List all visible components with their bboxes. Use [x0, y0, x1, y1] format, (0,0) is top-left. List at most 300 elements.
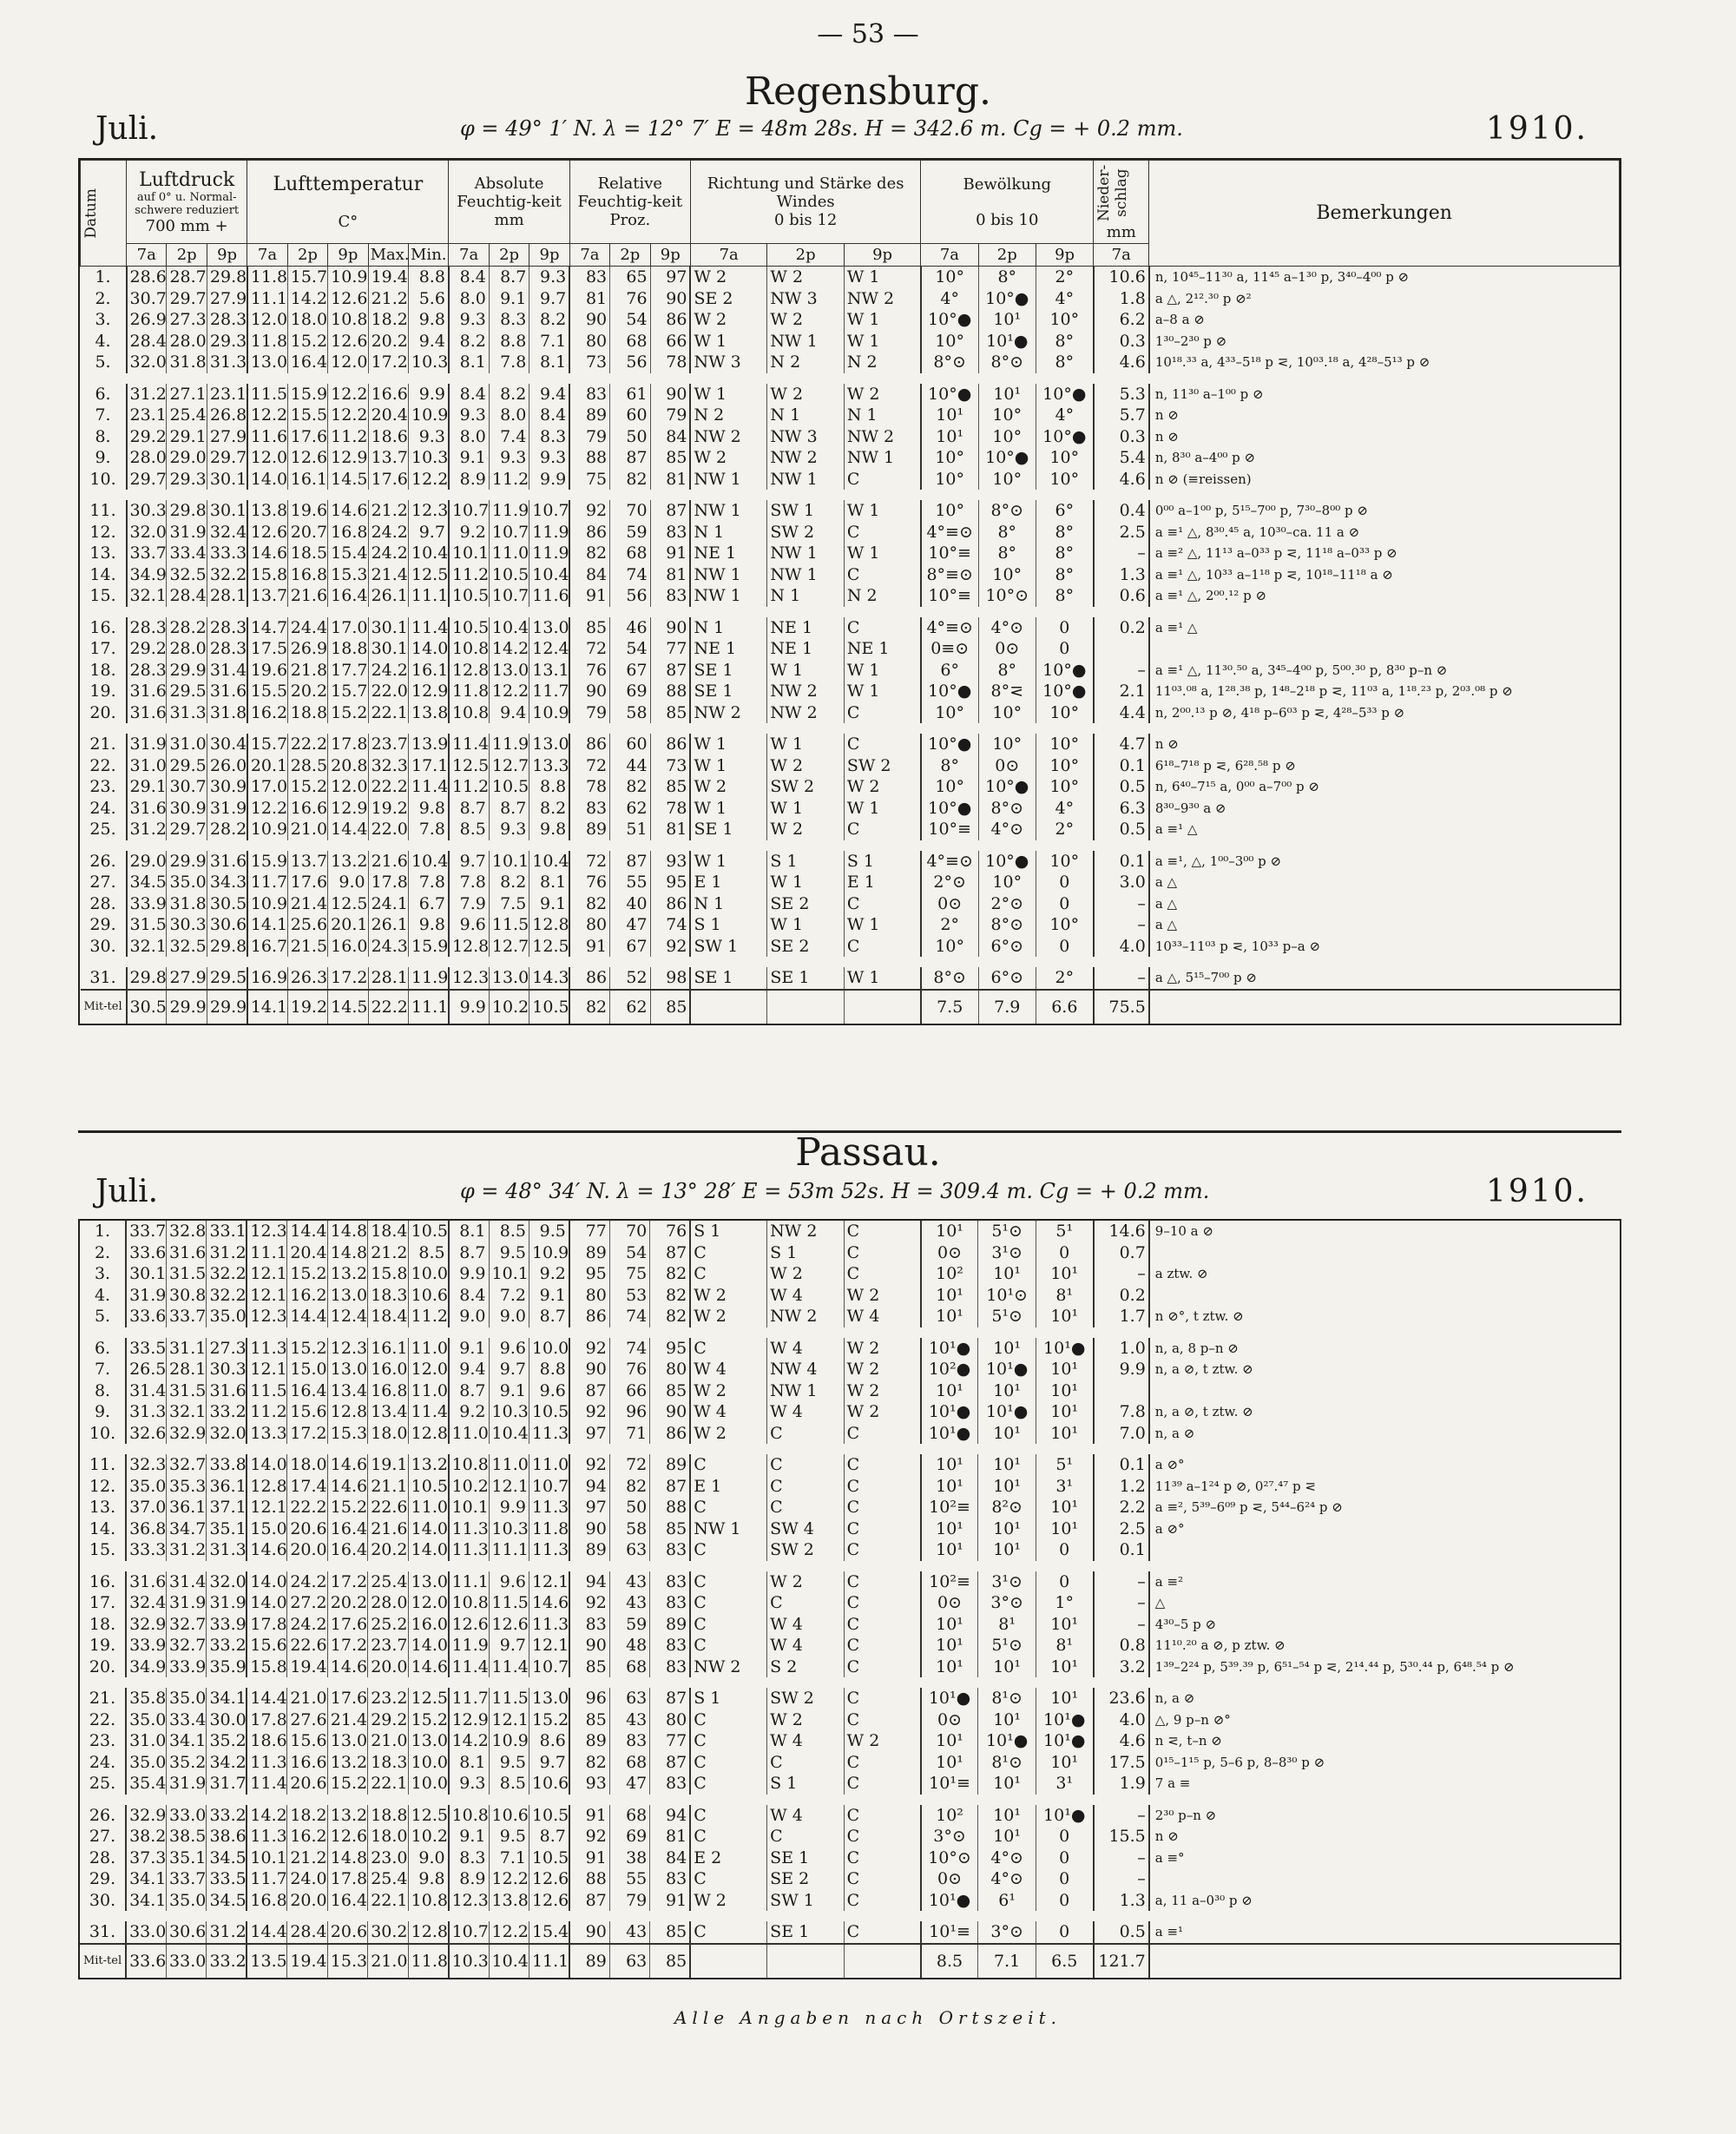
cell: △, 9 p–n ⊘° [1149, 1709, 1620, 1731]
cell: 2³⁰ p–n ⊘ [1149, 1805, 1620, 1827]
cell: 8.5 [449, 819, 489, 840]
cell: W 4 [767, 1805, 844, 1827]
cell: 10¹ [921, 1476, 978, 1498]
cell: 7.5 [489, 893, 529, 915]
cell: 94 [569, 1476, 609, 1498]
table-row [80, 1826, 1620, 1847]
cell: 16.2 [287, 1285, 327, 1307]
cell: C [690, 1752, 766, 1774]
cell: W 4 [844, 1306, 920, 1327]
cell: 16.0 [328, 936, 368, 958]
cell: 44 [610, 755, 650, 777]
cell: 15.2 [287, 776, 327, 798]
cell: 17.2 [287, 1423, 327, 1445]
cell: 14.8 [327, 1242, 367, 1264]
cell: 11.3 [529, 1614, 569, 1636]
cell: 14.2 [449, 1730, 489, 1752]
cell: 31.3 [207, 352, 247, 373]
cell: 1.8 [1094, 288, 1149, 310]
cell: 86 [569, 734, 609, 755]
cell: 9.7 [409, 522, 449, 543]
cell: 60 [610, 405, 650, 426]
cell: 10.7 [529, 1656, 569, 1678]
cell: 17.5 [1094, 1752, 1149, 1774]
cell: 10.6 [529, 1773, 569, 1795]
table-row [81, 384, 1620, 405]
cell: 10.5 [408, 1221, 448, 1242]
cell: 29.7 [167, 288, 207, 310]
cell: 10° [921, 267, 978, 288]
cell: 9.1 [529, 1285, 569, 1307]
cell: C [844, 702, 920, 724]
cell: 12.6 [449, 1614, 489, 1636]
cell: 3¹ [1036, 1476, 1093, 1498]
cell: W 2 [690, 1380, 766, 1402]
cell: 75 [609, 1263, 649, 1285]
cell: 10¹ [1036, 1656, 1093, 1678]
cell: SW 2 [767, 1688, 844, 1709]
table-row [81, 352, 1620, 373]
cell: 63 [609, 1539, 649, 1561]
cell: 20.1 [247, 755, 287, 777]
cell: 10.6 [1094, 267, 1149, 288]
cell: 32.4 [207, 522, 247, 543]
cell: C [844, 1868, 920, 1890]
cell: 28.4 [287, 1921, 327, 1944]
cell: a ≡¹ [1149, 1921, 1620, 1944]
cell: 1.2 [1094, 1476, 1149, 1498]
cell: 17.6 [287, 426, 327, 448]
subheader-t2: 2p [489, 244, 529, 267]
cell: 20. [89, 702, 116, 722]
cell: 92 [569, 1454, 609, 1476]
cell: NW 1 [767, 469, 844, 491]
cell: 32.0 [127, 352, 167, 373]
cell: 4. [95, 331, 111, 351]
cell: 12.0 [328, 776, 368, 798]
cell: 10.8 [449, 1805, 489, 1827]
cell: 16.2 [287, 1826, 327, 1847]
cell: 31.5 [167, 1380, 207, 1402]
cell: 43 [609, 1592, 649, 1614]
cell: 4°⊙ [978, 819, 1036, 840]
cell: 98 [650, 967, 690, 990]
cell: a ⊘° [1149, 1518, 1620, 1540]
cell: 9. [95, 448, 111, 468]
cell: 34.5 [127, 872, 167, 893]
cell: 20.2 [287, 681, 327, 702]
cell: 10¹≡ [921, 1773, 978, 1795]
cell: 84 [569, 564, 609, 586]
cell: 8.6 [529, 1730, 569, 1752]
cell: 31.6 [207, 851, 247, 873]
cell: 9.7 [529, 288, 569, 310]
cell: 32.1 [127, 936, 167, 958]
cell: 31.6 [207, 681, 247, 702]
cell: 6¹⁸–7¹⁸ p ⋜, 6²⁸.⁵⁸ p ⊘ [1149, 755, 1620, 777]
cell: 29.7 [207, 447, 247, 469]
cell: 13.0 [327, 1285, 367, 1307]
cell: 10¹ [1036, 1359, 1093, 1380]
cell: 10.3 [409, 352, 449, 373]
cell: 10.5 [529, 1805, 569, 1827]
cell: 10¹⁸.³³ a, 4³³–5¹⁸ p ⋜, 10⁰³.¹⁸ a, 4²⁸–5¹³ p ⊘ [1149, 352, 1620, 373]
cell: 76 [650, 1221, 690, 1242]
subheader-t7: 7a [127, 244, 167, 267]
cell: 40 [610, 893, 650, 915]
cell: 10.7 [449, 500, 489, 522]
cell: 31.2 [127, 384, 167, 405]
cell: 18.3 [368, 1285, 408, 1307]
cell: C [767, 1423, 844, 1445]
cell: 9.3 [449, 309, 489, 331]
cell: 12.8 [408, 1921, 448, 1944]
cell: 9.0 [408, 1847, 448, 1869]
cell: 1.0 [1094, 1338, 1149, 1360]
cell: 10²≡ [921, 1571, 978, 1593]
cell: 17.8 [328, 734, 368, 755]
cell: 22.1 [368, 1890, 408, 1912]
cell: C [690, 1805, 766, 1827]
cell: 7.8 [489, 352, 529, 373]
cell: 28.3 [127, 617, 167, 639]
cell: 84 [650, 426, 690, 448]
cell: 10¹ [978, 1338, 1036, 1360]
cell: 29.1 [167, 426, 207, 448]
subheader-t7: 7a [921, 244, 978, 267]
cell: 92 [569, 1338, 609, 1360]
cell: 13.9 [409, 734, 449, 755]
cell: 9.8 [409, 914, 449, 936]
cell: 1. [94, 1222, 111, 1242]
table-row [80, 1359, 1620, 1380]
cell: 35.3 [167, 1476, 207, 1498]
cell: 13.2 [327, 1263, 367, 1285]
cell: 30.7 [127, 288, 167, 310]
table-row [81, 776, 1620, 798]
cell: 30.9 [207, 776, 247, 798]
cell: 32.1 [167, 1401, 207, 1423]
mittel-cell: 10.2 [489, 990, 529, 1024]
cell: 93 [650, 851, 690, 873]
cell: 22.1 [368, 702, 408, 724]
cell: SW 4 [767, 1518, 844, 1540]
cell: 9.2 [449, 522, 489, 543]
mittel-cell: 121.7 [1094, 1944, 1149, 1978]
cell: W 2 [844, 1380, 920, 1402]
cell: n, 2⁰⁰.¹³ p ⊘, 4¹⁸ p–6⁰³ p ⋜, 4²⁸–5³³ p ⊘ [1149, 702, 1620, 724]
cell: 76 [610, 288, 650, 310]
cell: 10.9 [529, 702, 569, 724]
cell: 12.6 [327, 1826, 367, 1847]
cell: 10¹● [921, 1423, 978, 1445]
table-row [80, 1592, 1620, 1614]
cell: W 4 [767, 1730, 844, 1752]
cell: 15.2 [328, 702, 368, 724]
cell: 18.6 [247, 1730, 286, 1752]
cell [1149, 1285, 1620, 1307]
cell: 8.0 [449, 288, 489, 310]
cell: 32.3 [368, 755, 408, 777]
cell: 16.1 [287, 469, 327, 491]
cell: 12.6 [489, 1614, 529, 1636]
cell: 8.1 [529, 352, 569, 373]
cell: 10.0 [408, 1263, 448, 1285]
cell: 33.5 [126, 1338, 166, 1360]
cell: 12.2 [247, 798, 287, 820]
cell: 4.4 [1094, 702, 1149, 724]
cell: 37.3 [126, 1847, 166, 1869]
cell: n, 8³⁰ a–4⁰⁰ p ⊘ [1149, 447, 1620, 469]
cell: 10.4 [529, 851, 569, 873]
cell: 14.8 [327, 1847, 367, 1869]
cell: W 1 [844, 331, 920, 352]
cell: 7. [95, 405, 111, 425]
mittel-cell: 19.2 [287, 990, 327, 1024]
cell: 14.2 [247, 1805, 286, 1827]
cell: 10¹ [978, 1656, 1036, 1678]
cell: 12.3 [449, 1890, 489, 1912]
cell: 38.2 [126, 1826, 166, 1847]
cell: 15.9 [287, 384, 327, 405]
cell: 15.5 [287, 405, 327, 426]
cell: 59 [610, 522, 650, 543]
cell: 59 [609, 1614, 649, 1636]
cell: 10¹ [978, 1263, 1036, 1285]
cell: 10° [978, 405, 1036, 426]
cell: 21.2 [368, 500, 408, 522]
cell: 90 [569, 309, 609, 331]
year-label: 1910. [1485, 1174, 1588, 1209]
cell: 11.3 [247, 1338, 286, 1360]
cell: 8.1 [529, 872, 569, 893]
cell: 16.6 [287, 1752, 327, 1774]
cell: 16.2 [247, 702, 287, 724]
cell: 28.0 [167, 331, 207, 352]
cell: 10°● [1036, 426, 1093, 448]
cell: 11.3 [529, 1423, 569, 1445]
cell: 23.1 [207, 384, 247, 405]
mittel-cell: 11.1 [529, 1944, 569, 1978]
cell: 9.3 [489, 819, 529, 840]
cell: 8¹ [1036, 1285, 1093, 1307]
cell: 10¹ [921, 1454, 978, 1476]
cell: C [844, 564, 920, 586]
cell: 31.4 [126, 1380, 166, 1402]
cell: 24. [89, 798, 116, 818]
cell: 12.0 [408, 1359, 448, 1380]
cell: 12.0 [247, 309, 287, 331]
cell: 34.3 [207, 872, 247, 893]
cell: 91 [569, 936, 609, 958]
cell: 7. [94, 1360, 111, 1380]
cell: 15. [89, 1540, 116, 1560]
cell: 29.0 [167, 447, 207, 469]
cell: 91 [569, 1805, 609, 1827]
cell: 33.1 [207, 1221, 247, 1242]
footer-note: Alle Angaben nach Ortszeit. [674, 2007, 1062, 2028]
cell: W 2 [767, 1709, 844, 1731]
cell: 11.0 [529, 1454, 569, 1476]
cell: 0⊙ [921, 1242, 978, 1264]
cell: 21.6 [368, 1518, 408, 1540]
cell: 76 [609, 1359, 649, 1380]
mittel-cell: 21.0 [368, 1944, 408, 1978]
cell: W 1 [844, 309, 920, 331]
cell: 10. [89, 469, 116, 489]
cell: C [690, 1709, 766, 1731]
cell: 14.2 [489, 638, 529, 660]
cell: 10¹ [921, 1285, 978, 1307]
cell: 14.4 [247, 1921, 286, 1944]
cell: 68 [609, 1752, 649, 1774]
cell: a △, 2¹².³⁰ p ⊘² [1149, 288, 1620, 310]
cell: C [690, 1242, 766, 1264]
cell: 5¹⊙ [978, 1635, 1036, 1656]
cell: 31.4 [207, 660, 247, 682]
table-row [81, 755, 1620, 777]
cell: 10° [978, 734, 1036, 755]
cell: a, 11 a–0³⁰ p ⊘ [1149, 1890, 1620, 1912]
cell: 16. [89, 617, 116, 637]
mittel-cell: 75.5 [1094, 990, 1149, 1024]
cell: 16. [89, 1571, 116, 1591]
cell: 24.1 [368, 893, 408, 915]
cell: 23. [89, 777, 116, 797]
cell: 82 [569, 893, 609, 915]
cell: 10.0 [408, 1773, 448, 1795]
cell: 31.3 [126, 1401, 166, 1423]
cell: 32.2 [207, 564, 247, 586]
cell: 9.6 [489, 1571, 529, 1593]
cell: 10.9 [409, 405, 449, 426]
cell: 9.3 [409, 426, 449, 448]
cell: 4°⊙ [978, 617, 1036, 639]
cell: 35.2 [207, 1730, 247, 1752]
cell: NE 1 [767, 638, 844, 660]
cell: 33.5 [207, 1868, 247, 1890]
cell: 11.3 [529, 1539, 569, 1561]
cell: 77 [650, 638, 690, 660]
table-row [80, 1890, 1620, 1912]
cell: 12.2 [409, 469, 449, 491]
cell: 13.8 [247, 500, 287, 522]
mittel-cell: 33.0 [167, 1944, 207, 1978]
cell: 20.2 [368, 331, 408, 352]
cell: 11.2 [328, 426, 368, 448]
cell: 62 [610, 798, 650, 820]
cell: SE 2 [767, 1868, 844, 1890]
cell: 23.7 [368, 734, 408, 755]
cell: 7.0 [1094, 1423, 1149, 1445]
cell: 10° [978, 872, 1036, 893]
cell: 2° [1036, 967, 1093, 990]
cell: 18.4 [368, 1221, 408, 1242]
cell: 34.5 [207, 1890, 247, 1912]
cell: 31.9 [167, 1773, 207, 1795]
cell: W 2 [767, 309, 844, 331]
cell: 27. [89, 1827, 116, 1847]
cell: 8.5 [489, 1221, 529, 1242]
cell: 10°● [921, 734, 978, 755]
cell: 10°● [1036, 681, 1093, 702]
cell: 17.6 [327, 1614, 367, 1636]
subheader-t9: 9p [844, 244, 920, 267]
cell: 10¹● [978, 331, 1036, 352]
cell: 10.5 [449, 617, 489, 639]
cell: 82 [569, 543, 609, 564]
table-row [81, 893, 1620, 915]
cell: 12.5 [409, 564, 449, 586]
cell: 16.4 [328, 585, 368, 607]
cell: E 1 [690, 1476, 766, 1498]
cell: 1³⁹–2²⁴ p, 5³⁹.³⁹ p, 6⁵¹–⁵⁴ p ⋜, 2¹⁴.⁴⁴ p, 5³⁰.⁴⁴ p, 6⁴⁸.⁵⁴ p ⊘ [1149, 1656, 1620, 1678]
cell: C [844, 1518, 920, 1540]
cell: 15.0 [287, 1359, 327, 1380]
cell: 10°● [921, 384, 978, 405]
cell: 10° [1036, 309, 1093, 331]
table-passau [78, 1219, 1621, 1979]
cell: 33.4 [167, 543, 207, 564]
cell: 10¹ [1036, 1380, 1093, 1402]
cell: 87 [650, 1242, 690, 1264]
cell: 31.5 [167, 1263, 207, 1285]
subheader-t9: 9p [207, 244, 247, 267]
cell: 11.3 [247, 1752, 286, 1774]
mittel-cell [844, 1944, 920, 1978]
cell: a △ [1149, 872, 1620, 893]
cell: 89 [569, 1730, 609, 1752]
cell: 84 [650, 1847, 690, 1869]
cell: 9.3 [529, 267, 569, 288]
cell: 11.2 [247, 1401, 286, 1423]
cell: 30.1 [368, 638, 408, 660]
mittel-cell [690, 990, 766, 1024]
cell: 10¹ [921, 1221, 978, 1242]
cell: C [690, 1773, 766, 1795]
cell: 20.0 [368, 1656, 408, 1678]
cell: 82 [610, 469, 650, 491]
cell: 10°● [921, 798, 978, 820]
page-number: — 53 — [817, 19, 919, 49]
cell: 86 [569, 522, 609, 543]
cell: 79 [569, 426, 609, 448]
cell: 33.4 [167, 1709, 207, 1731]
cell: n ⊘ [1149, 405, 1620, 426]
cell: 31.9 [207, 1592, 247, 1614]
cell: 90 [650, 617, 690, 639]
cell: 14.7 [247, 617, 287, 639]
cell: 7.8 [449, 872, 489, 893]
cell: 5¹⊙ [978, 1221, 1036, 1242]
cell: NW 3 [767, 426, 844, 448]
cell: 13.8 [409, 702, 449, 724]
cell: 10.5 [529, 1401, 569, 1423]
cell: 11.7 [529, 681, 569, 702]
cell: 11.2 [408, 1306, 448, 1327]
cell: 10° [978, 469, 1036, 491]
cell: W 2 [844, 1401, 920, 1423]
cell: C [844, 469, 920, 491]
cell: 27.3 [167, 309, 207, 331]
cell: 18.5 [287, 543, 327, 564]
cell: 31.0 [167, 734, 207, 755]
cell: n, a ⊘ [1149, 1423, 1620, 1445]
cell: 12.8 [247, 1476, 286, 1498]
cell: 31.3 [207, 1539, 247, 1561]
cell: 10¹ [921, 1539, 978, 1561]
table-row [81, 543, 1620, 564]
